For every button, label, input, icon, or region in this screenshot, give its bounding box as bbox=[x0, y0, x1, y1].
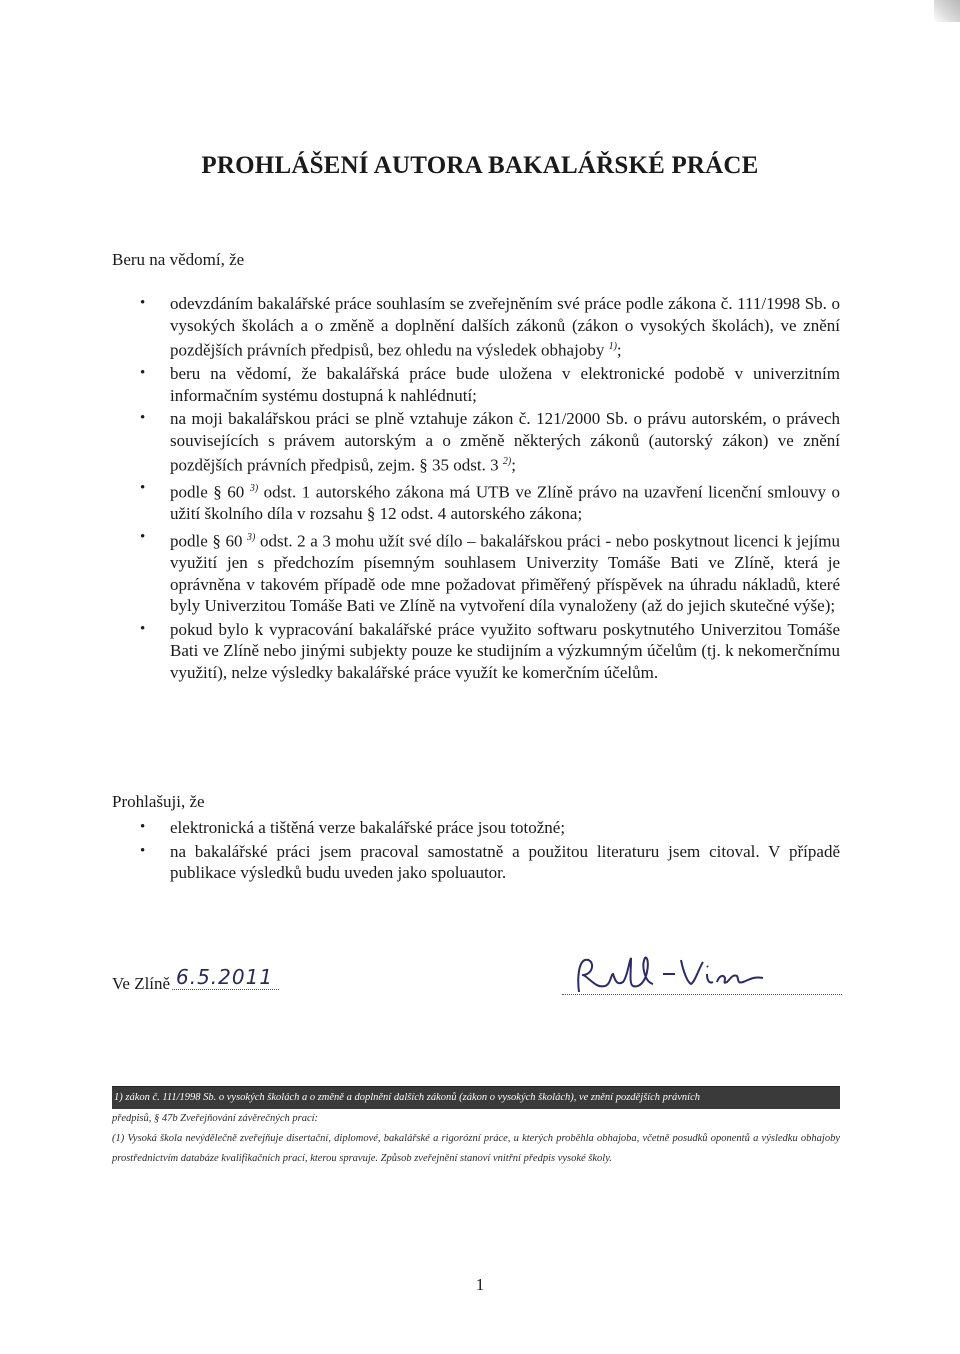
signature-line bbox=[562, 994, 842, 995]
footnote-line-2: předpisů, § 47b Zveřejňování závěrečných prací: bbox=[112, 1113, 319, 1124]
footnote-paragraph: (1) Vysoká škola nevýdělečně zveřejňuje disertační, diplomové, bakalářské a rigorózní práce, u kterých proběhla obhajoba, včetně posudků oponentů a výsledku obhajoby prostřednictvím databáze kvalifikačních prací, kterou spravuje. Způsob zveřejnění stanoví vnitřní předpis vysoké školy. bbox=[112, 1133, 840, 1164]
scan-corner-shadow bbox=[934, 0, 960, 22]
list-item: • pokud bylo k vypracování bakalářské práce využito softwaru poskytnutého Univerzitou Tomáše Bati ve Zlíně nebo jinými subjekty pouze ke studijním a výzkumným účelům (tj. k nekomerčnímu využití), nelze výsledky bakalářské práce využít ke komerčním účelům. bbox=[110, 619, 840, 684]
page-title: PROHLÁŠENÍ AUTORA BAKALÁŘSKÉ PRÁCE bbox=[201, 152, 759, 179]
list-item: • na bakalářské práci jsem pracoval samostatně a použitou literaturu jsem citoval. V případě publikace výsledků budu uveden jako spoluautor. bbox=[110, 841, 840, 884]
list-item: • podle § 60 $^{3)}$ odst. 2 a 3 mohu užít své dílo – bakalářskou práci - nebo poskytnout licenci k jejímu využití jen s předchozím písemným souhlasem Univerzity Tomáše Bati ve Zlíně, která je oprávněna v takovém případě ode mne požadovat přiměřený příspěvek na úhradu nákladů, které byly Univerzitou Tomáše Bati ve Zlíně na vytvoření díla vynaloženy (až do jejich skutečné výše); bbox=[110, 527, 840, 617]
signature-row bbox=[112, 960, 842, 1000]
list-item: • elektronická a tištěná verze bakalářské práce jsou totožné; bbox=[110, 817, 840, 839]
list-item: • na moji bakalářskou práci se plně vztahuje zákon č. 121/2000 Sb. o právu autorském, o právech souvisejících s právem autorským a o změně některých zákonů (autorský zákon) ve znění pozdějších právních předpisů, zejm. § 35 odst. 3 $^{2)}$; bbox=[110, 408, 840, 476]
list-item: • odevzdáním bakalářské práce souhlasím se zveřejněním své práce podle zákona č. 111/1998 Sb. o vysokých školách a o změně a doplnění dalších zákonů (zákon o vysokých školách), ve znění pozdějších právních předpisů, bez ohledu na výsledek obhajoby $^{1)}$; bbox=[110, 293, 840, 361]
list-item: • podle § 60 $^{3)}$ odst. 1 autorského zákona má UTB ve Zlíně právo na uzavření licenční smlouvy o užití školního díla v rozsahu § 12 odst. 4 autorského zákona; bbox=[110, 478, 840, 525]
signature-image bbox=[567, 952, 847, 1000]
footnote-line-1: 1) zákon č. 111/1998 Sb. o vysokých školách a o změně a doplnění dalších zákonů (zákon o vysokých školách), ve znění pozdějších právních bbox=[112, 1087, 840, 1109]
intro-text: Beru na vědomí, že bbox=[112, 250, 245, 269]
handwritten-date: 6.5.2011 bbox=[172, 965, 279, 990]
declaration-label: Prohlašuji, že bbox=[112, 792, 205, 811]
acknowledgement-list bbox=[110, 293, 840, 685]
place-label: Ve Zlíně bbox=[112, 974, 171, 993]
declaration-list bbox=[110, 817, 840, 886]
footnotes bbox=[112, 1086, 840, 1169]
list-item: • beru na vědomí, že bakalářská práce bude uložena v elektronické podobě v univerzitním informačním systému dostupná k nahlédnutí; bbox=[110, 363, 840, 406]
page-number: 1 bbox=[475, 1275, 485, 1294]
